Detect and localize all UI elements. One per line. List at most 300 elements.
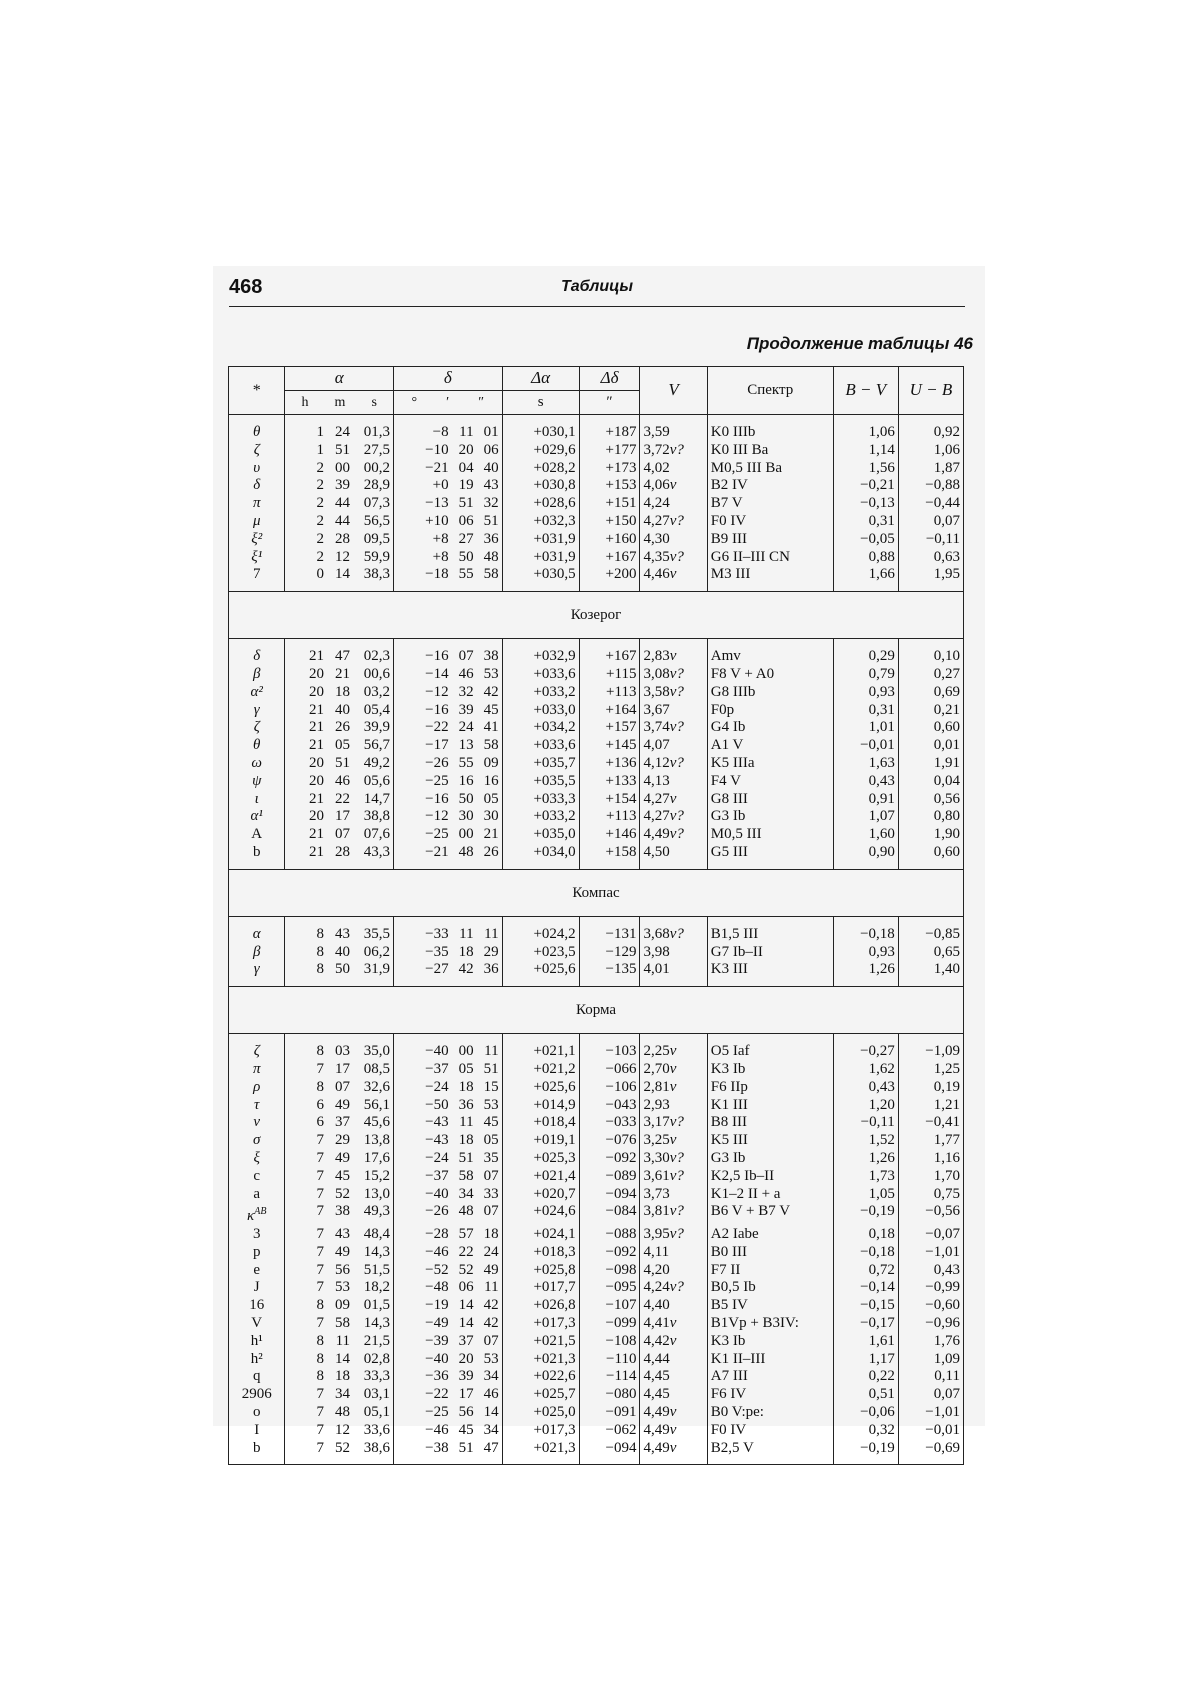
star-designation: h² [229,1351,285,1369]
annual-precession-ra: +017,3 [502,1315,579,1333]
table-row [229,639,964,666]
right-ascension: 8 03 35,0 [285,1034,394,1061]
running-head [229,276,965,307]
declination: +0 19 43 [394,477,503,495]
spectral-type: M0,5 III Ba [707,460,833,478]
annual-precession-ra: +024,2 [502,916,579,943]
spectral-type: A7 III [707,1368,833,1386]
star-designation: ω [229,755,285,773]
spectral-type: G4 Ib [707,719,833,737]
color-index-ub: −0,96 [898,1315,963,1333]
color-index-bv: 1,60 [833,826,898,844]
table-row [229,477,964,495]
col-star: * [229,367,285,415]
right-ascension: 7 29 13,8 [285,1132,394,1150]
color-index-bv: 1,73 [833,1168,898,1186]
magnitude-v: 3,68v? [640,916,707,943]
annual-precession-dec: −129 [579,944,640,962]
color-index-bv: −0,06 [833,1404,898,1422]
magnitude-v: 4,27v [640,791,707,809]
annual-precession-ra: +028,6 [502,495,579,513]
table-row [229,495,964,513]
table-row [229,566,964,591]
spectral-type: K3 Ib [707,1333,833,1351]
spectral-type: F6 IIp [707,1079,833,1097]
annual-precession-ra: +025,0 [502,1404,579,1422]
color-index-bv: 0,88 [833,549,898,567]
color-index-ub: 0,65 [898,944,963,962]
right-ascension: 21 07 07,6 [285,826,394,844]
color-index-bv: −0,14 [833,1279,898,1297]
annual-precession-dec: −131 [579,916,640,943]
magnitude-v: 4,07 [640,737,707,755]
annual-precession-ra: +025,8 [502,1262,579,1280]
annual-precession-dec: +113 [579,684,640,702]
spectral-type: F0 IV [707,1422,833,1440]
table-row [229,1368,964,1386]
color-index-bv: −0,27 [833,1034,898,1061]
magnitude-v: 3,17v? [640,1114,707,1132]
right-ascension: 2 12 59,9 [285,549,394,567]
right-ascension: 6 37 45,6 [285,1114,394,1132]
spectral-type: G8 IIIb [707,684,833,702]
annual-precession-ra: +021,3 [502,1351,579,1369]
annual-precession-ra: +033,0 [502,702,579,720]
magnitude-v: 3,74v? [640,719,707,737]
table-row [229,1333,964,1351]
color-index-ub: −0,07 [898,1226,963,1244]
color-index-bv: 1,62 [833,1061,898,1079]
color-index-ub: 0,04 [898,773,963,791]
magnitude-v: 4,11 [640,1244,707,1262]
star-designation: 16 [229,1297,285,1315]
annual-precession-dec: +167 [579,639,640,666]
color-index-ub: 1,40 [898,961,963,986]
spectral-type: Amv [707,639,833,666]
magnitude-v: 4,06v [640,477,707,495]
star-designation: δ [229,639,285,666]
color-index-ub: −0,69 [898,1440,963,1465]
table-row [229,1315,964,1333]
star-designation: 2906 [229,1386,285,1404]
annual-precession-dec: +158 [579,844,640,869]
spectral-type: A1 V [707,737,833,755]
star-designation: c [229,1168,285,1186]
declination: −43 18 05 [394,1132,503,1150]
table-row [229,791,964,809]
annual-precession-dec: −080 [579,1386,640,1404]
magnitude-v: 3,73 [640,1186,707,1204]
annual-precession-ra: +022,6 [502,1368,579,1386]
star-designation: p [229,1244,285,1262]
annual-precession-dec: +136 [579,755,640,773]
declination: −16 39 45 [394,702,503,720]
star-designation: ρ [229,1079,285,1097]
table-row [229,916,964,943]
magnitude-v: 3,95v? [640,1226,707,1244]
magnitude-v: 4,20 [640,1262,707,1280]
annual-precession-dec: +160 [579,531,640,549]
annual-precession-dec: −110 [579,1351,640,1369]
magnitude-v: 4,12v? [640,755,707,773]
table-section [229,639,964,870]
spectral-type: K0 III Ba [707,442,833,460]
spectral-type: B0 III [707,1244,833,1262]
declination: −16 50 05 [394,791,503,809]
color-index-ub: 1,16 [898,1150,963,1168]
constellation-header [229,592,964,639]
table-row [229,666,964,684]
star-designation: σ [229,1132,285,1150]
declination: −28 57 18 [394,1226,503,1244]
right-ascension: 8 09 01,5 [285,1297,394,1315]
spectral-type: B7 V [707,495,833,513]
star-designation: V [229,1315,285,1333]
color-index-ub: 1,21 [898,1097,963,1115]
declination: −35 18 29 [394,944,503,962]
annual-precession-ra: +019,1 [502,1132,579,1150]
color-index-bv: −0,18 [833,916,898,943]
declination: −46 22 24 [394,1244,503,1262]
right-ascension: 7 38 49,3 [285,1203,394,1226]
annual-precession-ra: +035,0 [502,826,579,844]
annual-precession-ra: +026,8 [502,1297,579,1315]
annual-precession-dec: +187 [579,415,640,442]
right-ascension: 7 49 14,3 [285,1244,394,1262]
annual-precession-dec: −099 [579,1315,640,1333]
dra-unit: s [502,391,579,415]
star-designation: α¹ [229,808,285,826]
right-ascension: 8 07 32,6 [285,1079,394,1097]
right-ascension: 6 49 56,1 [285,1097,394,1115]
annual-precession-dec: +151 [579,495,640,513]
table-row [229,1297,964,1315]
annual-precession-dec: −092 [579,1244,640,1262]
table-row [229,1351,964,1369]
declination: −40 34 33 [394,1186,503,1204]
table-row [229,1386,964,1404]
annual-precession-dec: −066 [579,1061,640,1079]
section-title-group [229,987,964,1034]
annual-precession-ra: +032,3 [502,513,579,531]
spectral-type: F0 IV [707,513,833,531]
color-index-ub: 1,09 [898,1351,963,1369]
annual-precession-dec: −103 [579,1034,640,1061]
spectral-type: B5 IV [707,1297,833,1315]
right-ascension: 2 44 56,5 [285,513,394,531]
star-designation: 3 [229,1226,285,1244]
annual-precession-ra: +024,6 [502,1203,579,1226]
annual-precession-ra: +017,3 [502,1422,579,1440]
color-index-bv: 1,26 [833,961,898,986]
right-ascension: 21 40 05,4 [285,702,394,720]
declination: −46 45 34 [394,1422,503,1440]
star-designation: 7 [229,566,285,591]
magnitude-v: 4,49v? [640,826,707,844]
table-row [229,1404,964,1422]
color-index-bv: 1,63 [833,755,898,773]
table-row [229,684,964,702]
spectral-type: K1 III [707,1097,833,1115]
declination: −14 46 53 [394,666,503,684]
table-row [229,1061,964,1079]
star-designation: e [229,1262,285,1280]
annual-precession-ra: +018,3 [502,1244,579,1262]
color-index-bv: 1,52 [833,1132,898,1150]
declination: −16 07 38 [394,639,503,666]
magnitude-v: 4,27v? [640,513,707,531]
col-v: V [640,367,707,415]
annual-precession-dec: −095 [579,1279,640,1297]
color-index-ub: −0,88 [898,477,963,495]
table-row [229,1168,964,1186]
constellation-header [229,987,964,1034]
table-row [229,1034,964,1061]
annual-precession-dec: −114 [579,1368,640,1386]
magnitude-v: 2,83v [640,639,707,666]
color-index-ub: 1,87 [898,460,963,478]
magnitude-v: 4,49v [640,1404,707,1422]
annual-precession-ra: +034,2 [502,719,579,737]
annual-precession-dec: +167 [579,549,640,567]
right-ascension: 0 14 38,3 [285,566,394,591]
annual-precession-dec: −062 [579,1422,640,1440]
declination: −21 04 40 [394,460,503,478]
right-ascension: 7 48 05,1 [285,1404,394,1422]
declination: −40 00 11 [394,1034,503,1061]
declination: −17 13 58 [394,737,503,755]
annual-precession-dec: +164 [579,702,640,720]
right-ascension: 8 18 33,3 [285,1368,394,1386]
declination: −25 56 14 [394,1404,503,1422]
dec-units: ° ′ ″ [394,391,503,415]
table-row [229,1186,964,1204]
spectral-type: F0p [707,702,833,720]
color-index-bv: 1,66 [833,566,898,591]
annual-precession-ra: +021,4 [502,1168,579,1186]
spectral-type: O5 Iaf [707,1034,833,1061]
spectral-type: K2,5 Ib–II [707,1168,833,1186]
star-designation: b [229,844,285,869]
spectral-type: B1,5 III [707,916,833,943]
color-index-ub: 0,80 [898,808,963,826]
star-designation: ξ² [229,531,285,549]
table-row [229,755,964,773]
color-index-ub: 0,10 [898,639,963,666]
star-table [228,366,964,1465]
table-row [229,719,964,737]
magnitude-v: 3,58v? [640,684,707,702]
color-index-bv: 0,31 [833,702,898,720]
right-ascension: 7 56 51,5 [285,1262,394,1280]
right-ascension: 2 00 00,2 [285,460,394,478]
annual-precession-dec: −091 [579,1404,640,1422]
color-index-bv: 0,91 [833,791,898,809]
color-index-ub: −0,85 [898,916,963,943]
magnitude-v: 4,50 [640,844,707,869]
declination: −19 14 42 [394,1297,503,1315]
annual-precession-ra: +033,3 [502,791,579,809]
color-index-ub: −0,44 [898,495,963,513]
right-ascension: 1 24 01,3 [285,415,394,442]
spectral-type: K3 Ib [707,1061,833,1079]
star-designation: ζ [229,1034,285,1061]
col-dec: δ [394,367,503,391]
table-row [229,1203,964,1226]
table-row [229,1079,964,1097]
magnitude-v: 4,49v [640,1422,707,1440]
table-section [229,415,964,592]
table-row [229,442,964,460]
color-index-ub: 1,90 [898,826,963,844]
declination: −25 16 16 [394,773,503,791]
spectral-type: F4 V [707,773,833,791]
declination: −22 17 46 [394,1386,503,1404]
spectral-type: M3 III [707,566,833,591]
star-designation: δ [229,477,285,495]
color-index-bv: −0,19 [833,1203,898,1226]
right-ascension: 21 47 02,3 [285,639,394,666]
declination: −37 05 51 [394,1061,503,1079]
color-index-ub: 0,60 [898,844,963,869]
color-index-bv: 1,05 [833,1186,898,1204]
color-index-bv: 1,01 [833,719,898,737]
spectral-type: A2 Iabe [707,1226,833,1244]
table-row [229,531,964,549]
right-ascension: 8 40 06,2 [285,944,394,962]
annual-precession-ra: +018,4 [502,1114,579,1132]
color-index-ub: 0,43 [898,1262,963,1280]
declination: −48 06 11 [394,1279,503,1297]
color-index-bv: 0,18 [833,1226,898,1244]
declination: −12 30 30 [394,808,503,826]
color-index-ub: 1,91 [898,755,963,773]
star-designation: θ [229,737,285,755]
color-index-ub: 1,76 [898,1333,963,1351]
magnitude-v: 3,67 [640,702,707,720]
declination: −50 36 53 [394,1097,503,1115]
annual-precession-dec: +173 [579,460,640,478]
table-row [229,826,964,844]
right-ascension: 7 53 18,2 [285,1279,394,1297]
color-index-ub: 1,06 [898,442,963,460]
right-ascension: 21 22 14,7 [285,791,394,809]
col-ra: α [285,367,394,391]
color-index-ub: 0,11 [898,1368,963,1386]
table-row [229,961,964,986]
table-row [229,702,964,720]
star-designation: A [229,826,285,844]
magnitude-v: 2,81v [640,1079,707,1097]
right-ascension: 2 39 28,9 [285,477,394,495]
star-designation: β [229,666,285,684]
declination: −38 51 47 [394,1440,503,1465]
right-ascension: 20 51 49,2 [285,755,394,773]
star-designation: ψ [229,773,285,791]
annual-precession-ra: +032,9 [502,639,579,666]
declination: −39 37 07 [394,1333,503,1351]
annual-precession-ra: +031,9 [502,531,579,549]
magnitude-v: 3,98 [640,944,707,962]
table-row [229,1132,964,1150]
spectral-type: G5 III [707,844,833,869]
magnitude-v: 4,01 [640,961,707,986]
right-ascension: 8 11 21,5 [285,1333,394,1351]
color-index-bv: 1,26 [833,1150,898,1168]
magnitude-v: 4,41v [640,1315,707,1333]
star-designation: ξ¹ [229,549,285,567]
color-index-bv: 1,17 [833,1351,898,1369]
color-index-ub: −0,56 [898,1203,963,1226]
annual-precession-dec: +150 [579,513,640,531]
declination: −24 18 15 [394,1079,503,1097]
magnitude-v: 3,72v? [640,442,707,460]
color-index-bv: 0,93 [833,944,898,962]
color-index-bv: 1,20 [833,1097,898,1115]
declination: −24 51 35 [394,1150,503,1168]
declination: −40 20 53 [394,1351,503,1369]
spectral-type: K1 II–III [707,1351,833,1369]
magnitude-v: 4,42v [640,1333,707,1351]
star-designation: I [229,1422,285,1440]
right-ascension: 20 21 00,6 [285,666,394,684]
declination: −13 51 32 [394,495,503,513]
color-index-bv: 0,29 [833,639,898,666]
annual-precession-dec: −098 [579,1262,640,1280]
right-ascension: 8 50 31,9 [285,961,394,986]
color-index-ub: 0,63 [898,549,963,567]
color-index-bv: −0,05 [833,531,898,549]
star-designation: ι [229,791,285,809]
running-title: Таблицы [561,278,634,295]
color-index-bv: 0,32 [833,1422,898,1440]
magnitude-v: 4,13 [640,773,707,791]
spectral-type: B2,5 V [707,1440,833,1465]
annual-precession-dec: −094 [579,1440,640,1465]
annual-precession-dec: −106 [579,1079,640,1097]
right-ascension: 20 46 05,6 [285,773,394,791]
spectral-type: G7 Ib–II [707,944,833,962]
header-row [229,367,964,391]
magnitude-v: 4,46v [640,566,707,591]
right-ascension: 8 14 02,8 [285,1351,394,1369]
magnitude-v: 3,81v? [640,1203,707,1226]
annual-precession-ra: +030,8 [502,477,579,495]
right-ascension: 21 28 43,3 [285,844,394,869]
magnitude-v: 4,45 [640,1386,707,1404]
declination: −33 11 11 [394,916,503,943]
right-ascension: 21 26 39,9 [285,719,394,737]
magnitude-v: 2,93 [640,1097,707,1115]
color-index-ub: 0,69 [898,684,963,702]
annual-precession-ra: +023,5 [502,944,579,962]
spectral-type: B2 IV [707,477,833,495]
color-index-ub: 0,19 [898,1079,963,1097]
col-ddec: Δδ [579,367,640,391]
annual-precession-ra: +021,1 [502,1034,579,1061]
annual-precession-ra: +033,2 [502,684,579,702]
right-ascension: 20 17 38,8 [285,808,394,826]
declination: −22 24 41 [394,719,503,737]
magnitude-v: 4,30 [640,531,707,549]
table-row [229,549,964,567]
color-index-bv: 0,43 [833,1079,898,1097]
right-ascension: 7 52 13,0 [285,1186,394,1204]
table-row [229,844,964,869]
declination: −27 42 36 [394,961,503,986]
table-row [229,808,964,826]
magnitude-v: 4,24 [640,495,707,513]
